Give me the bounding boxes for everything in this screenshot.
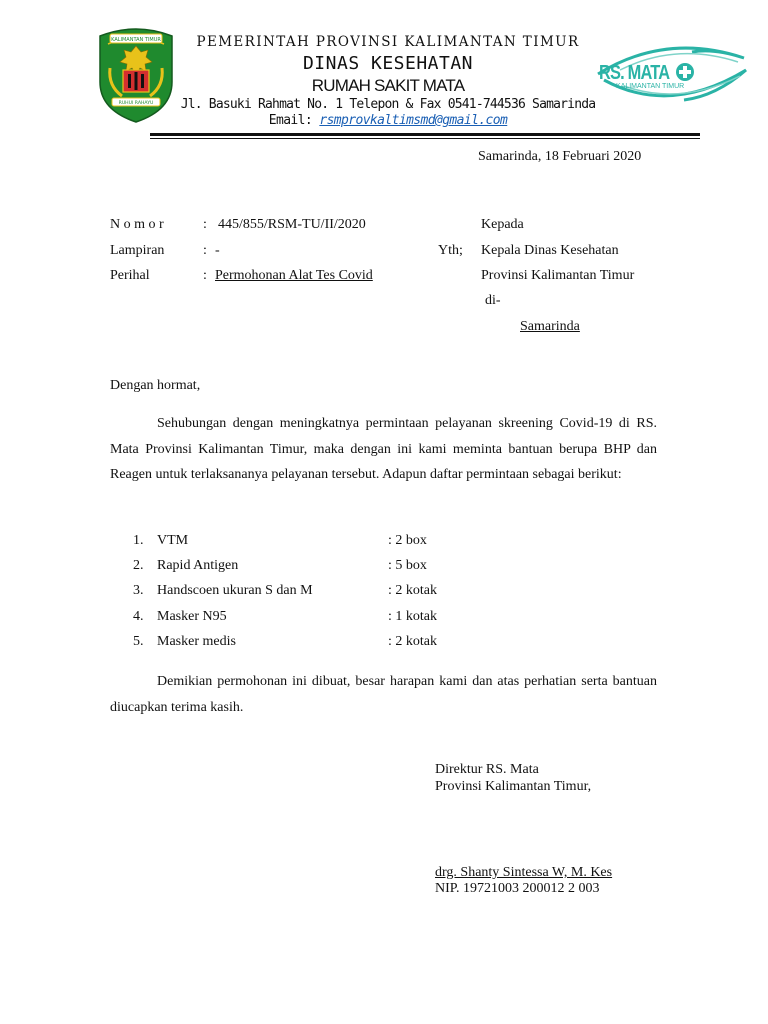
recipient-line2: Provinsi Kalimantan Timur (481, 268, 635, 283)
meta-label-nomor: N o m o r (110, 217, 164, 232)
meta-colon-lampiran: : (203, 243, 207, 258)
signature-title-line1: Direktur RS. Mata (435, 762, 539, 777)
list-item (0, 582, 768, 599)
letterhead-hospital-name: RUMAH SAKIT MATA (311, 76, 465, 95)
meta-label-perihal: Perihal (110, 268, 150, 283)
emblem-motto-text: RUHUI RAHAYU (118, 101, 154, 106)
item-number: 5. (133, 634, 144, 649)
item-quantity: : 1 kotak (388, 609, 437, 624)
item-name: Handscoen ukuran S dan M (157, 583, 313, 598)
list-item (0, 633, 768, 650)
letterhead-email-row (150, 113, 626, 128)
list-item (0, 557, 768, 574)
meta-colon-nomor: : (203, 217, 207, 232)
closing-paragraph: Demikian permohonan ini dibuat, besar harapan kami dan atas perhatian serta bantuan diucapkan terima kasih. (110, 674, 657, 715)
item-number: 4. (133, 609, 144, 624)
item-quantity: : 5 box (388, 558, 427, 573)
letterhead-divider-thick (150, 133, 700, 136)
email-label: Email: (268, 113, 313, 128)
recipient-city: Samarinda (520, 319, 580, 334)
email-link[interactable]: rsmprovkaltimsmd@gmail.com (319, 113, 508, 128)
recipient-yth: Yth; (438, 243, 463, 258)
item-quantity: : 2 kotak (388, 583, 437, 598)
letterhead-divider-thin (150, 138, 700, 139)
meta-colon-perihal: : (203, 268, 207, 283)
signature-title-line2: Provinsi Kalimantan Timur, (435, 779, 592, 794)
item-name: Masker N95 (157, 609, 227, 624)
list-item (0, 532, 768, 549)
item-number: 1. (133, 533, 144, 548)
meta-value-lampiran: - (215, 243, 220, 258)
meta-value-nomor: 445/855/RSM-TU/II/2020 (218, 217, 366, 232)
letterhead-government-line: PEMERINTAH PROVINSI KALIMANTAN TIMUR (196, 34, 580, 50)
list-item (0, 608, 768, 625)
recipient-kepada: Kepada (481, 217, 524, 232)
rs-mata-logo-title: RS. MATA (599, 62, 670, 84)
item-name: Rapid Antigen (157, 558, 239, 573)
meta-label-lampiran: Lampiran (110, 243, 165, 258)
recipient-di: di- (485, 293, 501, 308)
item-name: VTM (157, 533, 189, 548)
letter-date: Samarinda, 18 Februari 2020 (478, 149, 642, 164)
signatory-name: drg. Shanty Sintessa W, M. Kes (435, 865, 613, 880)
rs-mata-logo-subtitle: KALIMANTAN TIMUR (616, 83, 685, 90)
item-quantity: : 2 kotak (388, 634, 437, 649)
emblem-top-text: KALIMANTAN TIMUR (111, 37, 161, 43)
item-quantity: : 2 box (388, 533, 427, 548)
item-number: 2. (133, 558, 144, 573)
body-paragraph: Sehubungan dengan meningkatnya permintaan pelayanan skreening Covid-19 di RS. Mata Provinsi Kalimantan Timur, maka dengan ini kami meminta bantuan berupa BHP dan Reagen untuk terlaksananya pelayanan tersebut. Adapun daftar permintaan sebagai berikut: (110, 416, 657, 482)
letterhead-agency-line: DINAS KESEHATAN (302, 53, 474, 74)
meta-value-perihal: Permohonan Alat Tes Covid (215, 268, 373, 283)
signatory-nip: NIP. 19721003 200012 2 003 (435, 881, 600, 896)
item-name: Masker medis (157, 634, 236, 649)
greeting: Dengan hormat, (110, 378, 201, 393)
letterhead-address: Jl. Basuki Rahmat No. 1 Telepon & Fax 0541-744536 Samarinda (180, 97, 596, 112)
recipient-line1: Kepala Dinas Kesehatan (481, 243, 619, 258)
item-number: 3. (133, 583, 144, 598)
